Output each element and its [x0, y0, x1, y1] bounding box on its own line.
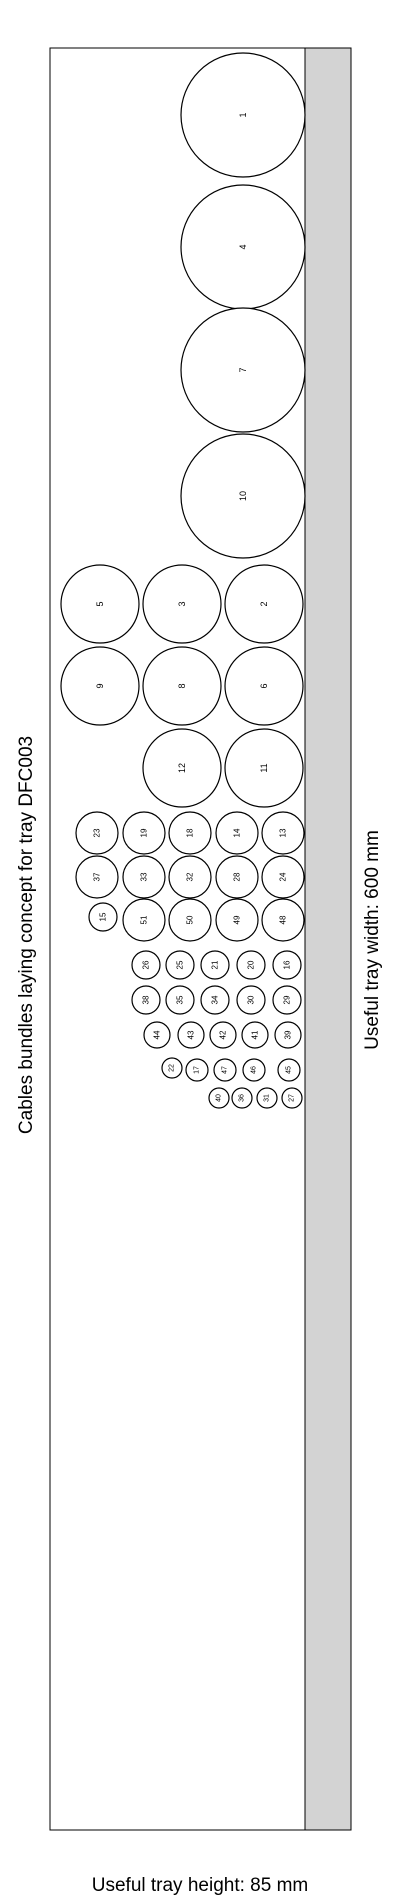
cable-bundle — [143, 565, 221, 643]
cable-bundle — [257, 1088, 277, 1108]
bundle-label: 27 — [288, 1094, 296, 1102]
cable-bundle — [225, 647, 303, 725]
cable-bundle — [132, 951, 160, 979]
cable-bundle — [169, 856, 211, 898]
cable-bundle — [143, 729, 221, 807]
cable-bundle — [144, 1022, 170, 1048]
cable-bundle — [243, 1059, 265, 1081]
bundle-label: 37 — [92, 872, 102, 882]
bundle-label: 41 — [250, 1030, 260, 1040]
cable-bundle — [76, 856, 118, 898]
bundle-label: 6 — [259, 683, 269, 689]
cable-bundle — [232, 1088, 252, 1108]
bundle-label: 28 — [232, 872, 242, 882]
bundle-label: 31 — [263, 1094, 271, 1102]
bundle-label: 30 — [246, 995, 256, 1005]
cable-bundle — [181, 434, 305, 558]
bundle-label: 5 — [95, 601, 105, 607]
bundle-label: 49 — [232, 915, 242, 925]
bundle-label: 25 — [175, 960, 185, 970]
cable-bundle — [262, 899, 304, 941]
bundle-label: 38 — [141, 995, 151, 1005]
bundle-label: 40 — [215, 1094, 223, 1102]
bundle-label: 21 — [210, 960, 220, 970]
bundle-label: 14 — [232, 828, 242, 838]
cable-bundle — [209, 1088, 229, 1108]
cable-bundle — [162, 1058, 182, 1078]
bundle-label: 19 — [139, 828, 149, 838]
cable-bundle — [181, 308, 305, 432]
cable-bundle — [201, 986, 229, 1014]
cable-bundle — [214, 1059, 236, 1081]
bundle-label: 18 — [185, 828, 195, 838]
cable-bundle — [237, 951, 265, 979]
cable-bundle — [273, 986, 301, 1014]
tray-height-label: Useful tray height: 85 mm — [91, 1875, 309, 1896]
cable-bundle — [262, 812, 304, 854]
cable-bundle — [216, 856, 258, 898]
bundle-label: 4 — [238, 244, 248, 250]
cable-bundle — [216, 812, 258, 854]
cable-bundle — [210, 1022, 236, 1048]
cable-bundle — [225, 729, 303, 807]
bundle-label: 33 — [139, 872, 149, 882]
bundle-label: 26 — [141, 960, 151, 970]
bundle-label: 32 — [185, 872, 195, 882]
bundle-label: 42 — [218, 1030, 228, 1040]
cable-bundle — [201, 951, 229, 979]
cable-bundle — [181, 185, 305, 309]
cable-bundle — [123, 812, 165, 854]
bundle-label: 10 — [238, 490, 248, 502]
bundle-label: 9 — [95, 683, 105, 689]
bundle-label: 20 — [246, 960, 256, 970]
bundle-label: 24 — [278, 872, 288, 882]
bundle-label: 50 — [185, 915, 195, 925]
cable-bundle — [89, 903, 117, 931]
cable-bundle — [178, 1022, 204, 1048]
bundle-label: 13 — [278, 828, 288, 838]
cable-bundle — [181, 53, 305, 177]
cable-bundle — [275, 1022, 301, 1048]
cable-bundle — [282, 1088, 302, 1108]
cable-bundle — [278, 1059, 300, 1081]
cable-bundle — [237, 986, 265, 1014]
cable-bundle — [166, 951, 194, 979]
bundle-label: 34 — [210, 995, 220, 1005]
cable-bundle — [61, 565, 139, 643]
cable-bundle — [143, 647, 221, 725]
bundle-label: 11 — [259, 763, 269, 773]
cable-bundle — [262, 856, 304, 898]
bundle-label: 44 — [152, 1030, 162, 1040]
bundle-label: 39 — [283, 1030, 293, 1040]
tray-width-label: Useful tray width: 600 mm — [362, 830, 383, 1050]
bundle-label: 36 — [238, 1094, 246, 1102]
cable-bundle — [61, 647, 139, 725]
bundle-label: 43 — [186, 1030, 196, 1040]
bundle-label: 45 — [285, 1066, 293, 1074]
cable-bundle — [273, 951, 301, 979]
bundle-label: 35 — [175, 995, 185, 1005]
bundle-label: 2 — [259, 601, 269, 607]
bundle-label: 8 — [177, 683, 187, 689]
cable-bundle — [123, 899, 165, 941]
cable-bundle — [225, 565, 303, 643]
bundle-label: 29 — [282, 995, 292, 1005]
bundle-label: 47 — [221, 1066, 229, 1074]
bundle-label: 1 — [238, 112, 248, 118]
diagram-title: Cables bundles laying concept for tray DFC003 — [16, 735, 37, 1135]
cable-bundle — [216, 899, 258, 941]
cable-bundle — [76, 812, 118, 854]
bundle-label: 48 — [278, 915, 288, 925]
cable-bundle — [132, 986, 160, 1014]
bundle-label: 22 — [168, 1064, 176, 1072]
bundle-label: 23 — [92, 828, 102, 838]
bundle-label: 17 — [193, 1066, 201, 1074]
bundle-label: 12 — [177, 762, 187, 774]
cable-bundle — [169, 899, 211, 941]
bundle-label: 3 — [177, 601, 187, 607]
bundle-label: 16 — [282, 960, 292, 970]
cable-bundle — [186, 1059, 208, 1081]
bundle-label: 51 — [139, 915, 149, 925]
cable-bundle — [242, 1022, 268, 1048]
bundle-label: 46 — [250, 1066, 258, 1074]
cable-bundle — [166, 986, 194, 1014]
bundle-label: 15 — [98, 912, 108, 922]
tray-base — [305, 48, 351, 1830]
cable-bundle — [123, 856, 165, 898]
cable-bundle — [169, 812, 211, 854]
bundle-label: 7 — [238, 367, 248, 373]
